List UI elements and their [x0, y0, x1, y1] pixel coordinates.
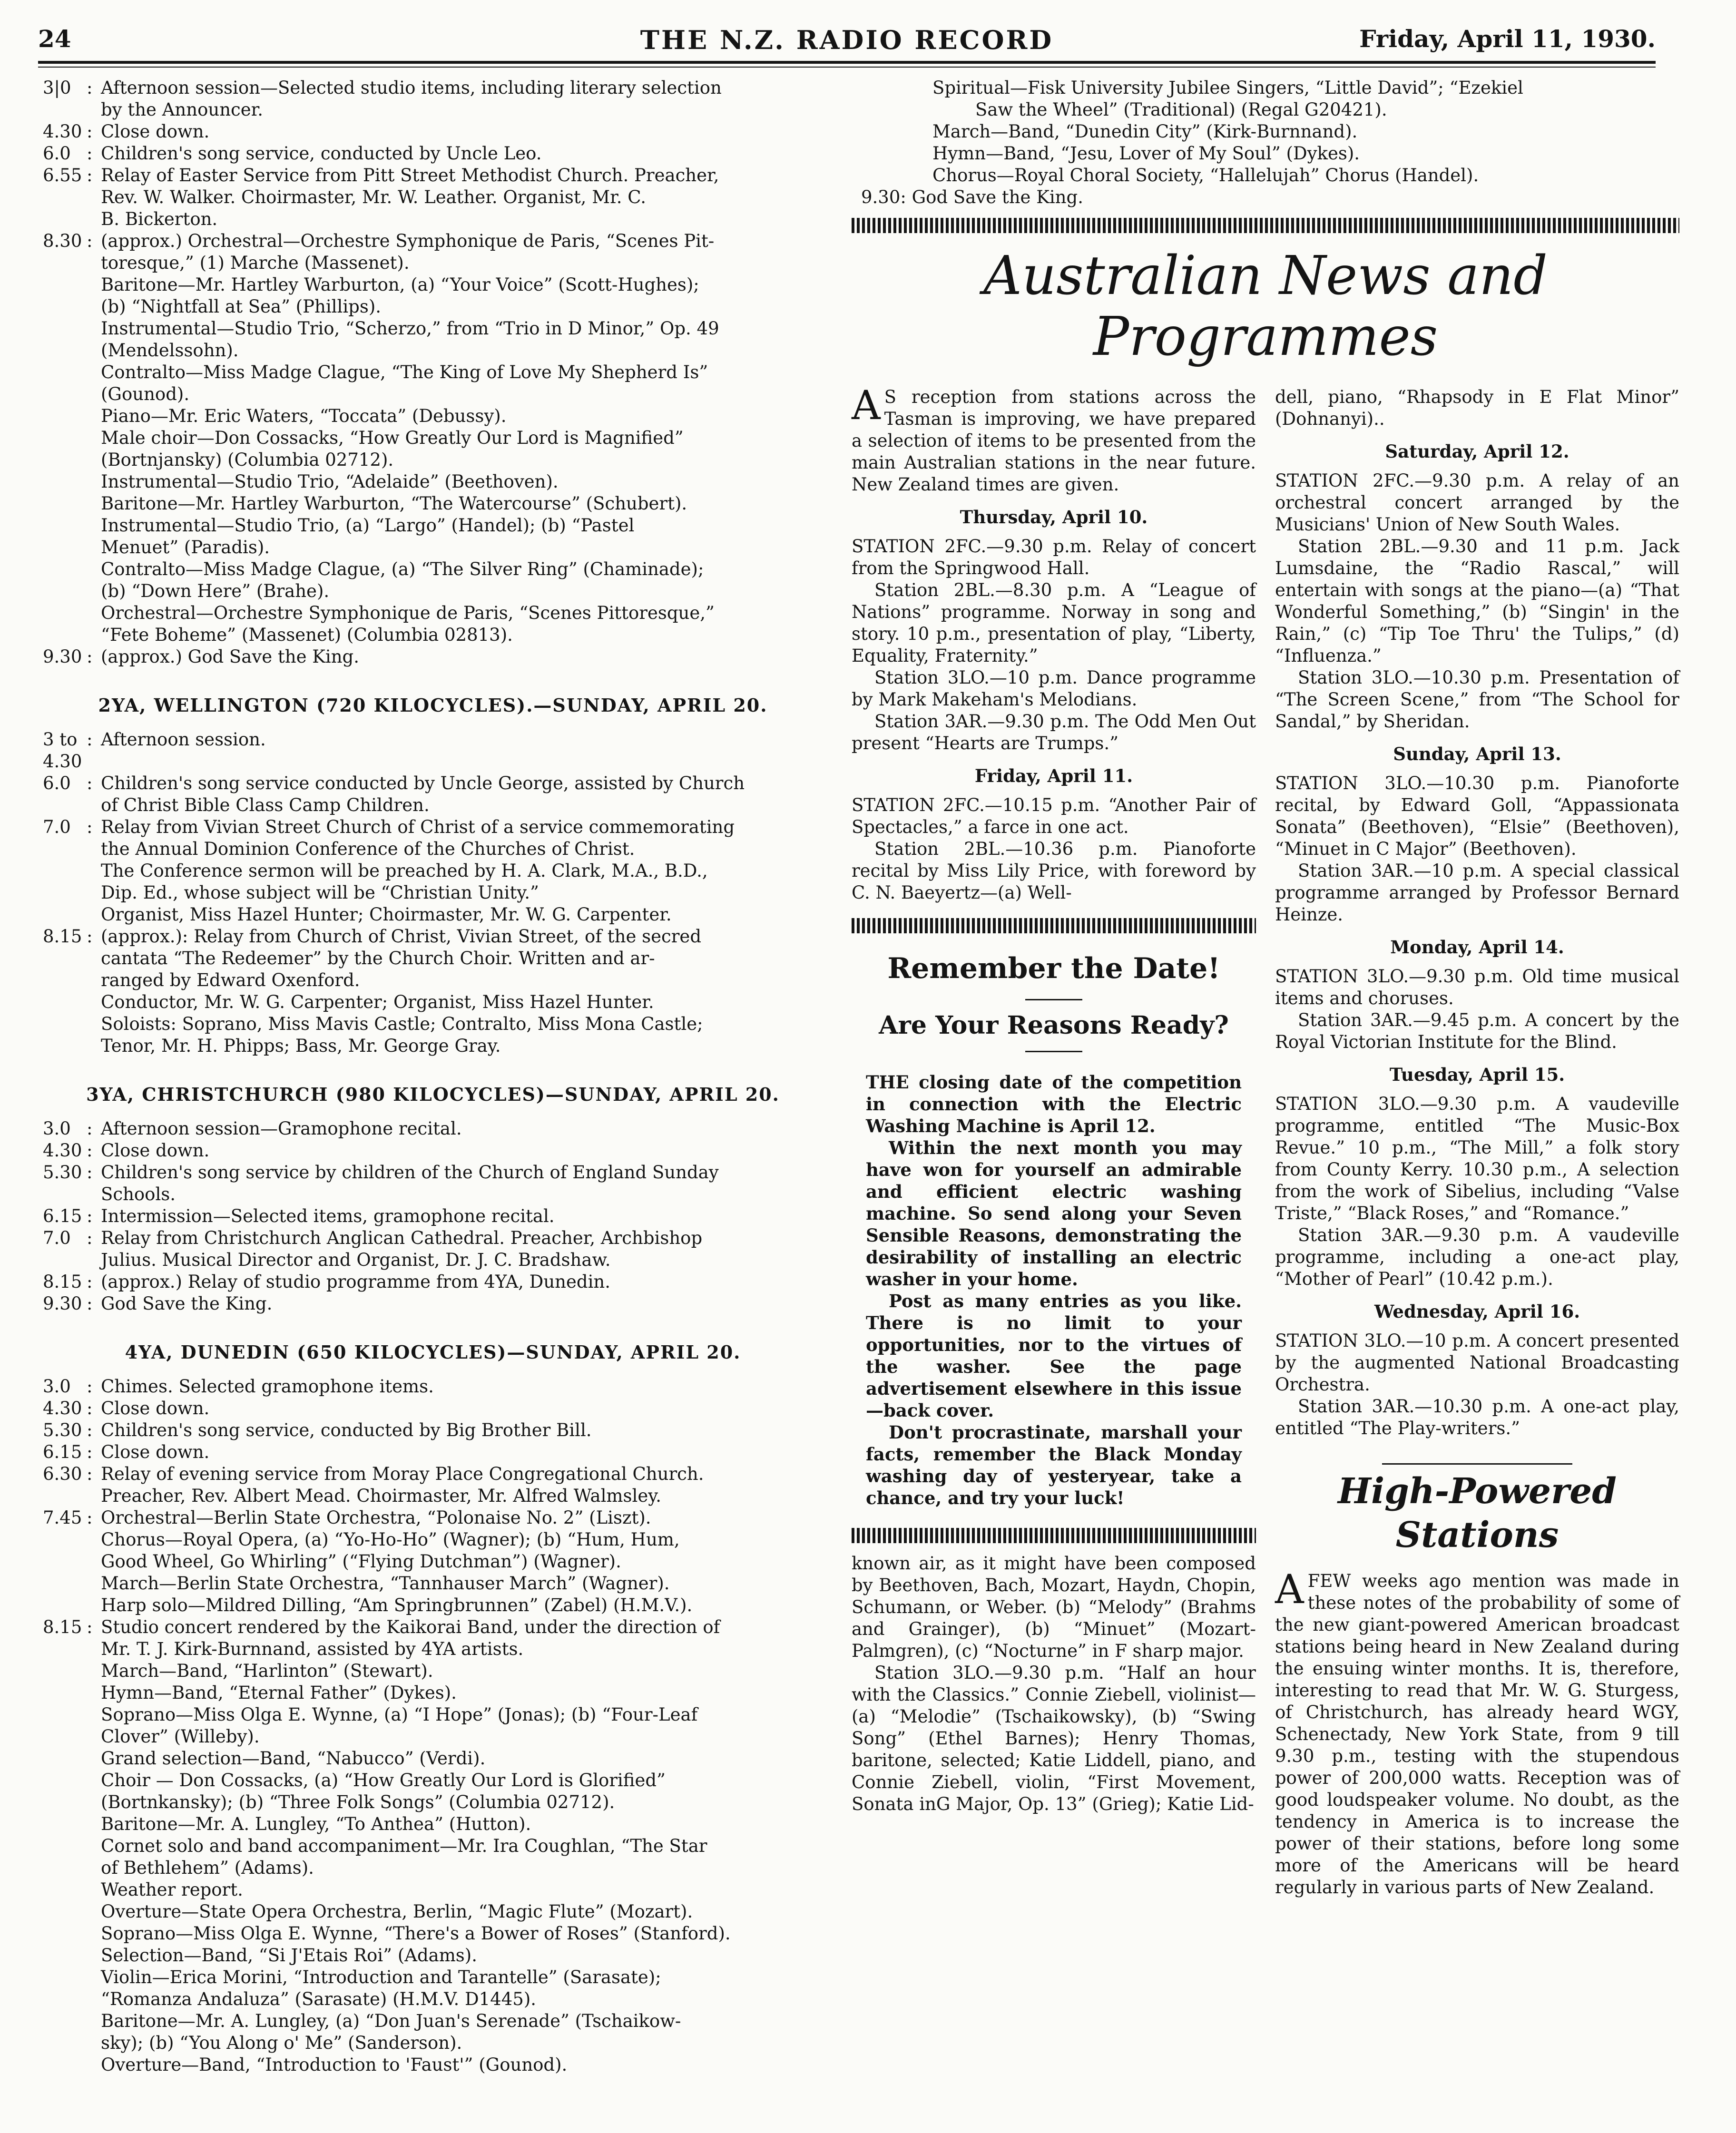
- day-heading: Saturday, April 12.: [1385, 441, 1569, 462]
- entry-continuation: Dip. Ed., whose subject will be “Christian Unity.”: [101, 882, 539, 903]
- entry-continuation: (b) “Nightfall at Sea” (Phillips).: [101, 296, 382, 317]
- day-heading: Friday, April 11.: [974, 765, 1133, 786]
- day-heading: Thursday, April 10.: [960, 507, 1148, 528]
- entry-time: 3.0: [43, 1376, 71, 1397]
- entry-colon: :: [87, 1272, 93, 1292]
- entry-continuation: “Fete Boheme” (Massenet) (Columbia 02813).: [101, 625, 513, 645]
- station-item: STATION 3LO.—9.30 p.m. A vaudeville programme, entitled “The Music-Box Revue.” 10 p.m., “The Mill,” a folk story from County Kerry. 10.30 p.m., A selection from the work of Sibelius, including “Valse Triste,” “Black Roses,” and “Romance.”: [1275, 1094, 1679, 1223]
- station-item: Station 3LO.—9.30 p.m. “Half an hour with the Classics.” Connie Ziebell, violinist—(a) “Melodie” (Tschaikowsky), (b) “Swing Song” (Ethel Barnes); Henry Thomas, baritone, selected; Katie Liddell, piano, and Connie Ziebell, violin, “First Movement, Sonata inG Major, Op. 13” (Grieg); Katie Lid-: [852, 1663, 1256, 1814]
- entry-continuation: The Conference sermon will be preached by H. A. Clark, M.A., B.D.,: [101, 861, 708, 881]
- entry-text: Close down.: [101, 1398, 210, 1419]
- programme-column: [43, 77, 823, 2076]
- entry-colon: :: [87, 1162, 93, 1183]
- entry-continuation: Male choir—Don Cossacks, “How Greatly Our Lord is Magnified”: [101, 428, 684, 448]
- entry-continuation: Orchestral—Orchestre Symphonique de Paris, “Scenes Pittoresque,”: [101, 603, 715, 623]
- entry-continuation: Grand selection—Band, “Nabucco” (Verdi).: [101, 1748, 486, 1769]
- entry-continuation: (b) “Down Here” (Brahe).: [101, 581, 330, 601]
- entry-continuation: Preacher, Rev. Albert Mead. Choirmaster, Mr. Alfred Walmsley.: [101, 1486, 661, 1506]
- programme-entry: [43, 1419, 823, 1441]
- entry-text: Afternoon session—Gramophone recital.: [101, 1118, 462, 1139]
- programme-entry: [43, 646, 823, 668]
- station-item: Station 3AR.—10.30 p.m. A one-act play, entitled “The Play-writers.”: [1275, 1396, 1679, 1438]
- programme-entry: [43, 773, 823, 794]
- entry-continuation: Rev. W. Walker. Choirmaster, Mr. W. Leather. Organist, Mr. C.: [101, 187, 646, 207]
- entry-continuation: Menuet” (Paradis).: [101, 537, 270, 558]
- entry-text: Relay from Christchurch Anglican Cathedral. Preacher, Archbishop: [101, 1228, 703, 1248]
- short-rule: [1025, 1051, 1082, 1052]
- entry-text: Close down.: [101, 1140, 210, 1161]
- entry-colon: :: [87, 817, 93, 837]
- entry-time: 6.0: [43, 143, 71, 164]
- entry-continuation: Soloists: Soprano, Miss Mavis Castle; Contralto, Miss Mona Castle;: [101, 1014, 703, 1034]
- programme-entry: [43, 1162, 823, 1184]
- station-item: STATION 3LO.—10.30 p.m. Pianoforte recital, by Edward Goll, “Appassionata Sonata” (Beethoven), “Elsie” (Beethoven), “Minuet in C Major” (Beethoven).: [1275, 773, 1679, 859]
- entry-time: 4.30: [43, 1140, 82, 1161]
- station-item: known air, as it might have been composed by Beethoven, Bach, Mozart, Haydn, Chopin, Schumann, or Weber. (b) “Melody” (Brahms and Grainger), (b) “Minuet” (Mozart-Palmgren), (c) “Nocturne” in F sharp major.: [852, 1553, 1256, 1661]
- entry-time: 9.30: [43, 1293, 82, 1314]
- station-item: Station 2BL.—9.30 and 11 p.m. Jack Lumsdaine, the “Radio Rascal,” will entertain with songs at the piano—(a) “That Wonderful Something,” (b) “Singin' in the Rain,” (c) “Tip Toe Thru' the Tulips,” (d) “Influenza.”: [1275, 536, 1679, 666]
- entry-text: Relay of Easter Service from Pitt Street Methodist Church. Preacher,: [101, 165, 719, 186]
- programme-entry: [43, 230, 823, 252]
- station-item: STATION 3LO.—9.30 p.m. Old time musical items and choruses.: [1275, 966, 1679, 1008]
- entry-continuation: (Mendelssohn).: [101, 340, 239, 361]
- entry-continuation: Baritone—Mr. A. Lungley, (a) “Don Juan's Serenade” (Tschaikow-: [101, 2011, 681, 2031]
- entry-colon: :: [87, 1376, 93, 1397]
- entry-continuation: Soprano—Miss Olga E. Wynne, (a) “I Hope” (Jonas); (b) “Four-Leaf: [101, 1704, 698, 1725]
- australian-col2-top: dell, piano, “Rhapsody in E Flat Minor” (Dohnanyi)..: [1275, 387, 1679, 429]
- entry-time: 3 to 4.30: [43, 729, 82, 772]
- station-item: STATION 2FC.—10.15 p.m. “Another Pair of Spectacles,” a farce in one act.: [852, 795, 1256, 837]
- entry-text: (approx.): Relay from Church of Christ, Vivian Street, of the secred: [101, 926, 702, 947]
- australian-columns: [852, 382, 1679, 1898]
- entry-colon: :: [87, 1507, 93, 1528]
- station-item: Station 3LO.—10.30 p.m. Presentation of “The Screen Scene,” from “The School for Sandal,” by Sheridan.: [1275, 667, 1679, 732]
- entry-continuation: toresque,” (1) Marche (Massenet).: [101, 253, 410, 273]
- entry-continuation: Schools.: [101, 1184, 176, 1204]
- programme-entry: [43, 165, 823, 186]
- entry-continuation: Choir — Don Cossacks, (a) “How Greatly Our Lord is Glorified”: [101, 1770, 666, 1791]
- programme-entry: [43, 1118, 823, 1140]
- entry-continuation: by the Announcer.: [101, 99, 264, 120]
- entry-text: Afternoon session—Selected studio items, including literary selection: [101, 78, 722, 98]
- entry-colon: :: [87, 646, 93, 667]
- entry-colon: :: [87, 1140, 93, 1161]
- entry-text: (approx.) Orchestral—Orchestre Symphonique de Paris, “Scenes Pit-: [101, 231, 715, 251]
- high-powered-text: [1275, 1566, 1679, 1898]
- entry-time: 4.30: [43, 121, 82, 142]
- entry-continuation: (Bortnkansky); (b) “Three Folk Songs” (Columbia 02712).: [101, 1792, 615, 1812]
- entry-time: 8.15: [43, 926, 82, 947]
- programme-entry: [43, 1271, 823, 1293]
- station-item: STATION 2FC.—9.30 p.m. Relay of concert from the Springwood Hall.: [852, 536, 1256, 578]
- australian-col-2: [1275, 386, 1679, 1898]
- programme-entry: [43, 1293, 823, 1315]
- entry-continuation: Piano—Mr. Eric Waters, “Toccata” (Debussy).: [101, 406, 507, 426]
- entry-continuation: Julius. Musical Director and Organist, Dr. J. C. Bradshaw.: [101, 1250, 611, 1270]
- entry-time: 4.30: [43, 1398, 82, 1419]
- entry-colon: :: [87, 1442, 93, 1462]
- header-rule: [38, 61, 1656, 68]
- programme-line: Saw the Wheel” (Traditional) (Regal G20421).: [975, 99, 1387, 120]
- programme-line: Spiritual—Fisk University Jubilee Singers, “Little David”; “Ezekiel: [932, 78, 1523, 98]
- short-rule: [1382, 1463, 1572, 1465]
- entry-continuation: March—Band, “Harlinton” (Stewart).: [101, 1661, 433, 1681]
- entry-continuation: Weather report.: [101, 1879, 243, 1900]
- page-header: [38, 25, 1656, 58]
- entry-text: Orchestral—Berlin State Orchestra, “Polonaise No. 2” (Liszt).: [101, 1507, 651, 1528]
- entry-continuation: Mr. T. J. Kirk-Burnnand, assisted by 4YA artists.: [101, 1639, 524, 1659]
- entry-continuation: Instrumental—Studio Trio, “Scherzo,” from “Trio in D Minor,” Op. 49: [101, 318, 719, 339]
- australian-days-1: [852, 506, 1256, 904]
- programme-line: 9.30: God Save the King.: [861, 187, 1083, 207]
- day-heading: Monday, April 14.: [1390, 937, 1564, 958]
- station-item: STATION 3LO.—10 p.m. A concert presented by the augmented National Broadcasting Orchestra.: [1275, 1331, 1679, 1395]
- programme-entry: [43, 121, 823, 143]
- programme-entry: [43, 1227, 823, 1249]
- entry-continuation: Baritone—Mr. A. Lungley, “To Anthea” (Hutton).: [101, 1814, 531, 1834]
- entry-time: 5.30: [43, 1162, 82, 1183]
- entry-continuation: Hymn—Band, “Eternal Father” (Dykes).: [101, 1683, 457, 1703]
- entry-colon: :: [87, 729, 93, 750]
- station-item: STATION 2FC.—9.30 p.m. A relay of an orchestral concert arranged by the Musicians' Union of New South Wales.: [1275, 470, 1679, 535]
- entry-continuation: Harp solo—Mildred Dilling, “Am Springbrunnen” (Zabel) (H.M.V.).: [101, 1595, 693, 1615]
- programme-entry: [43, 1441, 823, 1463]
- entry-colon: :: [87, 1464, 93, 1484]
- entry-colon: :: [87, 78, 93, 98]
- station-heading: 3YA, CHRISTCHURCH (980 KILOCYCLES)—SUNDAY, APRIL 20.: [86, 1084, 780, 1105]
- entry-colon: :: [87, 1228, 93, 1248]
- high-powered-title: High-Powered Stations: [1338, 1471, 1617, 1556]
- entry-colon: :: [87, 231, 93, 251]
- entry-continuation: Overture—State Opera Orchestra, Berlin, “Magic Flute” (Mozart).: [101, 1901, 693, 1922]
- entry-continuation: Contralto—Miss Madge Clague, “The King of Love My Shepherd Is”: [101, 362, 708, 382]
- australian-days-2: [1275, 440, 1679, 1439]
- station-item: Station 3AR.—9.30 p.m. A vaudeville programme, including a one-act play, “Mother of Pearl” (10.42 p.m.).: [1275, 1225, 1679, 1289]
- right-area: [852, 77, 1679, 1898]
- programme-line: Hymn—Band, “Jesu, Lover of My Soul” (Dykes).: [932, 143, 1360, 164]
- entry-colon: :: [87, 1617, 93, 1637]
- drop-cap: A: [1275, 1566, 1304, 1613]
- entry-time: 6.0: [43, 773, 71, 793]
- australian-col-1: [852, 382, 1256, 1898]
- entry-time: 3|0: [43, 78, 71, 98]
- entry-continuation: Organist, Miss Hazel Hunter; Choirmaster, Mr. W. G. Carpenter.: [101, 904, 672, 925]
- entry-continuation: Contralto—Miss Madge Clague, (a) “The Silver Ring” (Chaminade);: [101, 559, 704, 579]
- issue-date: Friday, April 11, 1930.: [1359, 25, 1656, 53]
- entry-text: Intermission—Selected items, gramophone recital.: [101, 1206, 555, 1226]
- remember-subtitle: Are Your Reasons Ready?: [879, 1011, 1229, 1040]
- entry-colon: :: [87, 143, 93, 164]
- entry-colon: :: [87, 121, 93, 142]
- programme-line: Chorus—Royal Choral Society, “Hallelujah” Chorus (Handel).: [932, 165, 1479, 186]
- programme-entry: [43, 729, 823, 773]
- entry-continuation: B. Bickerton.: [101, 209, 218, 229]
- entry-text: Children's song service conducted by Uncle George, assisted by Church: [101, 773, 745, 793]
- entry-continuation: Instrumental—Studio Trio, “Adelaide” (Beethoven).: [101, 471, 559, 492]
- entry-text: (approx.) God Save the King.: [101, 646, 360, 667]
- entry-text: Children's song service, conducted by Big Brother Bill.: [101, 1420, 592, 1440]
- programme-line: March—Band, “Dunedin City” (Kirk-Burnnand).: [932, 121, 1358, 142]
- entry-time: 7.45: [43, 1507, 82, 1528]
- programme-entry: [43, 1205, 823, 1227]
- entry-time: 5.30: [43, 1420, 82, 1440]
- entry-continuation: of Bethlehem” (Adams).: [101, 1858, 314, 1878]
- entry-continuation: Conductor, Mr. W. G. Carpenter; Organist, Miss Hazel Hunter.: [101, 992, 654, 1012]
- entry-colon: :: [87, 1206, 93, 1226]
- day-heading: Sunday, April 13.: [1393, 744, 1561, 764]
- programme-entry: [43, 816, 823, 838]
- programme-entry: [43, 1507, 823, 1529]
- station-item: Station 3AR.—9.45 p.m. A concert by the Royal Victorian Institute for the Blind.: [1275, 1010, 1679, 1052]
- entry-continuation: of Christ Bible Class Camp Children.: [101, 795, 430, 815]
- station-item: Station 3AR.—10 p.m. A special classical programme arranged by Professor Bernard Heinze.: [1275, 861, 1679, 925]
- entry-continuation: Overture—Band, “Introduction to 'Faust'” (Gounod).: [101, 2055, 568, 2075]
- entry-continuation: cantata “The Redeemer” by the Church Choir. Written and ar-: [101, 948, 655, 969]
- entry-time: 6.15: [43, 1442, 82, 1462]
- divider-bars: [852, 218, 1679, 233]
- high-powered-body: FEW weeks ago mention was made in these notes of the probability of some of the new giant-powered American broadcast stations being heard in New Zealand during the ensuing winter months. It is, therefore, interesting to read that Mr. W. G. Sturgess, of Christchurch, has already heard WGY, Schenectady, New York State, from 9 till 9.30 p.m., testing with the stupendous power of 200,000 watts. Reception was of good loudspeaker volume. No doubt, as the tendency in America is to increase the power of their stations, before long some more of the Americans will be heard regularly in various parts of New Zealand.: [1275, 1571, 1679, 1898]
- station-heading: 2YA, WELLINGTON (720 KILOCYCLES).—SUNDAY, APRIL 20.: [98, 695, 768, 716]
- entry-time: 6.30: [43, 1464, 82, 1484]
- entry-continuation: Good Wheel, Go Whirling” (“Flying Dutchman”) (Wagner).: [101, 1551, 621, 1572]
- continued-programme: [852, 77, 1679, 208]
- entry-continuation: the Annual Dominion Conference of the Churches of Christ.: [101, 839, 635, 859]
- programme-entry: [43, 1140, 823, 1162]
- entry-colon: :: [87, 1293, 93, 1314]
- remember-para: Post as many entries as you like. There is no limit to your opportunities, nor to the virtues of the washer. See the page advertisement elsewhere in this issue—back cover.: [866, 1291, 1242, 1421]
- entry-continuation: Baritone—Mr. Hartley Warburton, “The Watercourse” (Schubert).: [101, 493, 687, 514]
- divider-bars: [852, 1528, 1256, 1543]
- entry-continuation: (Bortnjansky) (Columbia 02712).: [101, 450, 394, 470]
- remember-para: Don't procrastinate, marshall your facts, remember the Black Monday washing day of yesteryear, take a chance, and try your luck!: [866, 1422, 1242, 1508]
- page-number: 24: [38, 25, 71, 53]
- entry-continuation: Baritone—Mr. Hartley Warburton, (a) “Your Voice” (Scott-Hughes);: [101, 274, 699, 295]
- short-rule: [1025, 999, 1082, 1000]
- entry-time: 6.55: [43, 165, 82, 186]
- entry-continuation: March—Berlin State Orchestra, “Tannhauser March” (Wagner).: [101, 1573, 670, 1594]
- entry-continuation: Tenor, Mr. H. Phipps; Bass, Mr. George Gray.: [101, 1036, 501, 1056]
- day-heading: Tuesday, April 15.: [1389, 1064, 1565, 1085]
- station-item: Station 3AR.—9.30 p.m. The Odd Men Out present “Hearts are Trumps.”: [852, 711, 1256, 753]
- entry-text: Relay of evening service from Moray Place Congregational Church.: [101, 1464, 704, 1484]
- entry-continuation: Cornet solo and band accompaniment—Mr. Ira Coughlan, “The Star: [101, 1836, 707, 1856]
- entry-colon: :: [87, 165, 93, 186]
- station-heading: 4YA, DUNEDIN (650 KILOCYCLES)—SUNDAY, APRIL 20.: [125, 1341, 741, 1363]
- entry-time: 7.0: [43, 1228, 71, 1248]
- entry-colon: :: [87, 1420, 93, 1440]
- entry-continuation: (Gounod).: [101, 384, 190, 404]
- entry-text: Relay from Vivian Street Church of Christ of a service commemorating: [101, 817, 735, 837]
- entry-text: Afternoon session.: [101, 729, 266, 750]
- entry-continuation: Instrumental—Studio Trio, (a) “Largo” (Handel); (b) “Pastel: [101, 515, 635, 536]
- entry-continuation: Chorus—Royal Opera, (a) “Yo-Ho-Ho” (Wagner); (b) “Hum, Hum,: [101, 1529, 680, 1550]
- entry-text: Children's song service by children of the Church of England Sunday: [101, 1162, 719, 1183]
- entry-continuation: sky); (b) “You Along o' Me” (Sanderson).: [101, 2033, 462, 2053]
- remember-para: THE closing date of the competition in connection with the Electric Washing Machine is April 12.: [866, 1072, 1242, 1136]
- programme-entry: [43, 77, 823, 99]
- entry-continuation: ranged by Edward Oxenford.: [101, 970, 360, 990]
- australian-title: Australian News and Programmes: [983, 245, 1548, 368]
- entry-continuation: Violin—Erica Morini, “Introduction and Tarantelle” (Sarasate);: [101, 1967, 661, 1987]
- entry-continuation: Clover” (Willeby).: [101, 1726, 260, 1747]
- programme-entry: [43, 1398, 823, 1419]
- station-item: Station 2BL.—10.36 p.m. Pianoforte recital by Miss Lily Price, with foreword by C. N. Baeyertz—(a) Well-: [852, 839, 1256, 903]
- entry-continuation: “Romanza Andaluza” (Sarasate) (H.M.V. D1445).: [101, 1989, 537, 2009]
- entry-continuation: Soprano—Miss Olga E. Wynne, “There's a Bower of Roses” (Stanford).: [101, 1923, 731, 1944]
- remember-body: [852, 1071, 1256, 1509]
- programme-entry: [43, 1616, 823, 1638]
- australian-continued: [852, 1553, 1256, 1815]
- entry-colon: :: [87, 773, 93, 793]
- australian-intro: [852, 382, 1256, 496]
- entry-time: 8.15: [43, 1272, 82, 1292]
- programme-entry: [43, 1463, 823, 1485]
- entry-time: 9.30: [43, 646, 82, 667]
- programme-entry: [43, 1376, 823, 1398]
- entry-colon: :: [87, 926, 93, 947]
- divider-bars: [852, 918, 1256, 933]
- entry-text: Children's song service, conducted by Uncle Leo.: [101, 143, 542, 164]
- entry-text: (approx.) Relay of studio programme from 4YA, Dunedin.: [101, 1272, 611, 1292]
- entry-time: 3.0: [43, 1118, 71, 1139]
- entry-colon: :: [87, 1398, 93, 1419]
- entry-text: Close down.: [101, 121, 210, 142]
- entry-colon: :: [87, 1118, 93, 1139]
- drop-cap: A: [852, 382, 881, 429]
- entry-text: God Save the King.: [101, 1293, 273, 1314]
- entry-time: 6.15: [43, 1206, 82, 1226]
- remember-title: Remember the Date!: [887, 952, 1220, 985]
- publication-title: THE N.Z. RADIO RECORD: [640, 25, 1054, 55]
- entry-text: Studio concert rendered by the Kaikorai Band, under the direction of: [101, 1617, 720, 1637]
- entry-time: 8.15: [43, 1617, 82, 1637]
- entry-text: Chimes. Selected gramophone items.: [101, 1376, 434, 1397]
- programme-entry: [43, 926, 823, 948]
- station-item: Station 2BL.—8.30 p.m. A “League of Nations” programme. Norway in song and story. 10 p.m., presentation of play, “Liberty, Equality, Fraternity.”: [852, 580, 1256, 666]
- entry-time: 7.0: [43, 817, 71, 837]
- programme-entry: [43, 143, 823, 165]
- entry-text: Close down.: [101, 1442, 210, 1462]
- entry-continuation: Selection—Band, “Si J'Etais Roi” (Adams).: [101, 1945, 477, 1966]
- intro-text: S reception from stations across the Tasman is improving, we have prepared a selection of items to be presented from the main Australian stations in the near future. New Zealand times are given.: [852, 387, 1256, 495]
- entry-time: 8.30: [43, 231, 82, 251]
- day-heading: Wednesday, April 16.: [1374, 1301, 1580, 1322]
- station-item: Station 3LO.—10 p.m. Dance programme by Mark Makeham's Melodians.: [852, 667, 1256, 710]
- remember-para: Within the next month you may have won for yourself an admirable and efficient electric washing machine. So send along your Seven Sensible Reasons, demonstrating the desirability of installing an electric washer in your home.: [866, 1137, 1242, 1290]
